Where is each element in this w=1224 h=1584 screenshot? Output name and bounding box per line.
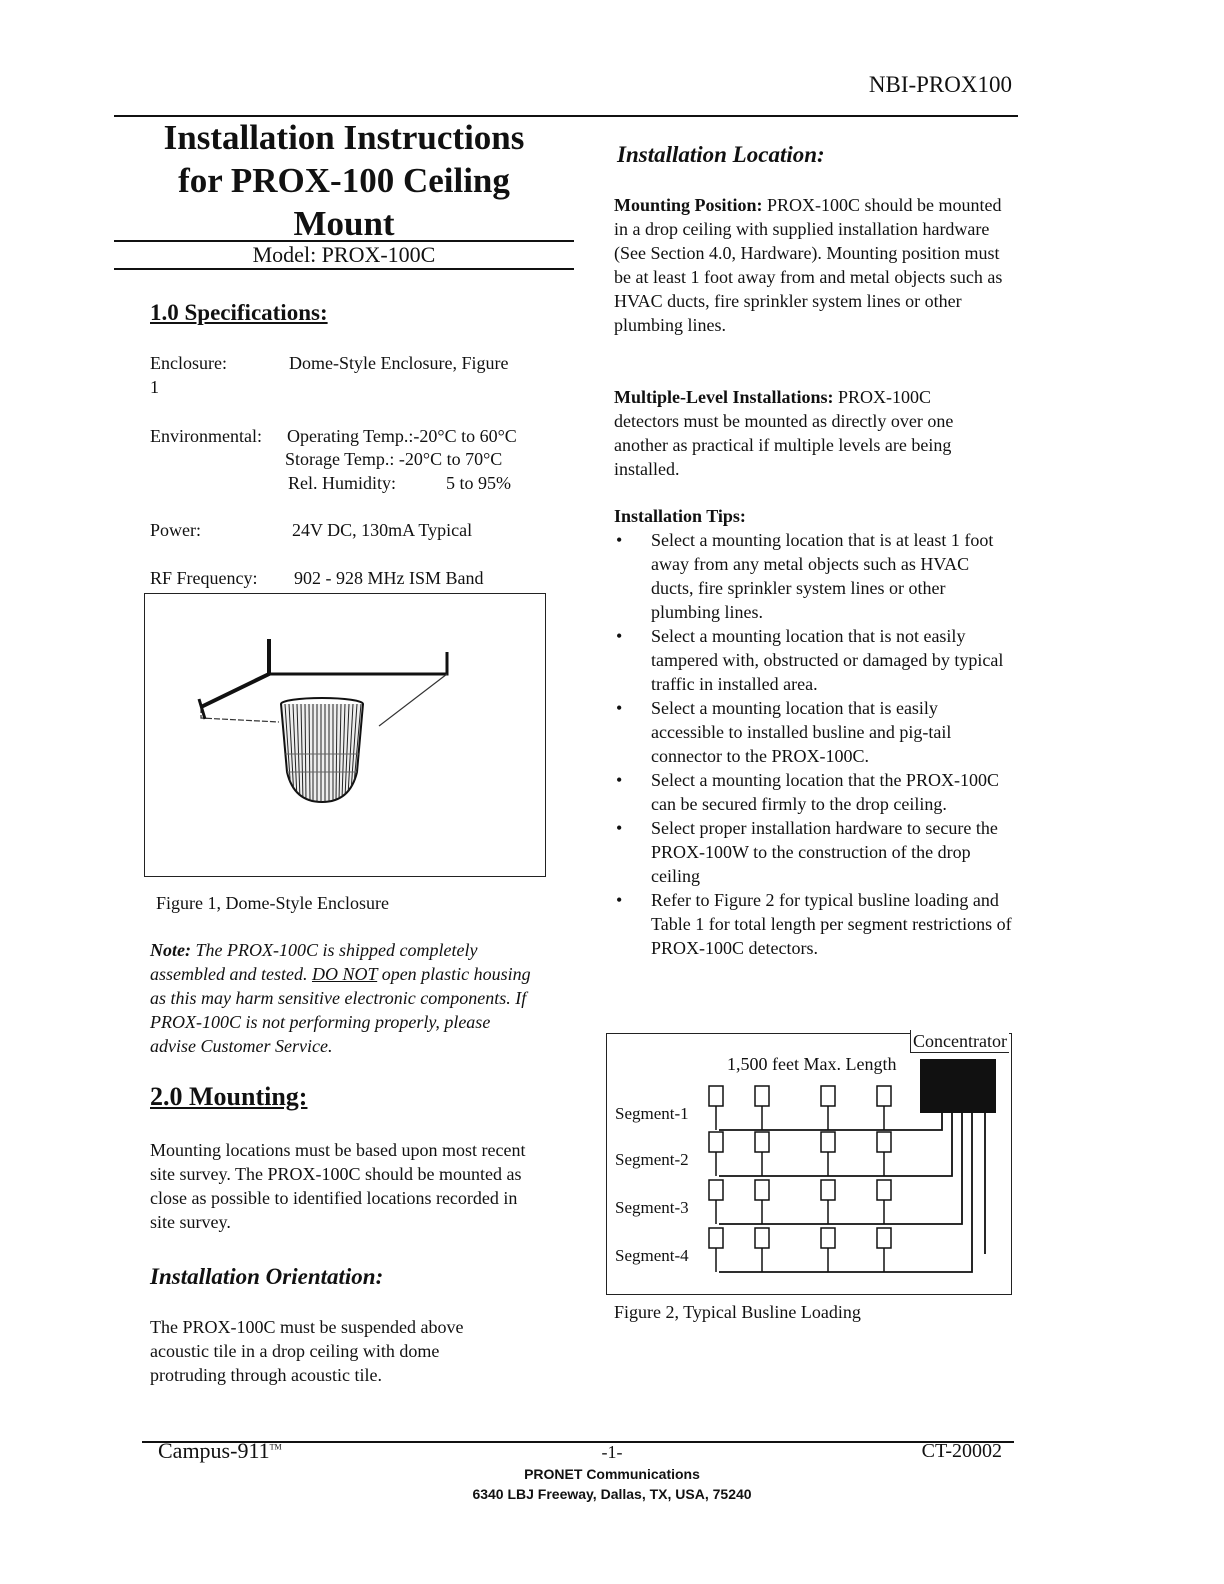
document-id: NBI-PROX100 bbox=[868, 72, 1012, 97]
title-line-1: Installation Instructions bbox=[163, 118, 525, 157]
spec-enclosure-value: Dome-Style Enclosure, Figure bbox=[289, 353, 509, 373]
document-code: CT-20002 bbox=[921, 1440, 1002, 1462]
model-label: Model: PROX-100C bbox=[252, 242, 436, 267]
bullet-icon: • bbox=[616, 818, 623, 838]
list-item: • Select a mounting location that the PROX-100C can be secured firmly to the drop ceiling. bbox=[616, 770, 999, 814]
figure-2-caption: Figure 2, Typical Busline Loading bbox=[614, 1302, 861, 1322]
specifications-heading: 1.0 Specifications: bbox=[150, 300, 328, 325]
multilevel-paragraph bbox=[614, 385, 999, 481]
company-name: PRONET Communications bbox=[524, 1466, 700, 1482]
bullet-icon: • bbox=[616, 890, 623, 910]
note-text-2: open plastic housing as this may harm sensitive electronic components. If PROX-100C is not performing properly, please advise Customer Service. bbox=[150, 964, 531, 1056]
figure-1-frame bbox=[144, 593, 546, 877]
spec-humidity-label: Rel. Humidity: bbox=[288, 473, 396, 493]
tips-heading: Installation Tips: bbox=[614, 506, 746, 526]
note-label: Note: bbox=[150, 940, 191, 960]
spec-power-label: Power: bbox=[150, 520, 201, 540]
list-item: • Select a mounting location that is not easily tampered with, obstructed or damaged by typical traffic in installed area. bbox=[616, 626, 1004, 694]
dome-enclosure-illustration bbox=[145, 594, 545, 876]
brand-logo: Campus-911™ bbox=[158, 1438, 282, 1463]
multilevel-text: PROX-100C detectors must be mounted as directly over one another as practical if multiple levels are being installed. bbox=[614, 387, 954, 479]
location-heading: Installation Location: bbox=[617, 142, 825, 167]
spec-rf-label: RF Frequency: bbox=[150, 568, 258, 588]
orientation-heading: Installation Orientation: bbox=[150, 1264, 384, 1289]
bullet-icon: • bbox=[616, 770, 623, 790]
mounting-position-paragraph bbox=[614, 193, 1014, 337]
orientation-text: The PROX-100C must be suspended above acoustic tile in a drop ceiling with dome protruding through acoustic tile. bbox=[150, 1317, 464, 1385]
title-rule-bottom bbox=[114, 268, 574, 270]
segment-label: Segment-1 bbox=[615, 1104, 689, 1123]
list-item: • Select a mounting location that is at least 1 foot away from any metal objects such as HVAC ducts, fire sprinkler system lines or other plumbing lines. bbox=[616, 530, 994, 622]
title-line-3: Mount bbox=[293, 204, 395, 243]
note-do-not: DO NOT bbox=[311, 964, 378, 984]
segment-label: Segment-4 bbox=[615, 1246, 689, 1265]
spec-enclosure-label: Enclosure: bbox=[150, 353, 227, 373]
spec-operating-temp: Operating Temp.:-20°C to 60°C bbox=[287, 426, 517, 446]
segment-label: Segment-3 bbox=[615, 1198, 689, 1217]
mounting-position-label: Mounting Position: bbox=[614, 195, 763, 215]
company-address: 6340 LBJ Freeway, Dallas, TX, USA, 75240 bbox=[472, 1486, 752, 1502]
tips-list bbox=[614, 528, 1014, 960]
mounting-text: Mounting locations must be based upon most recent site survey. The PROX-100C should be mounted as close as possible to identified locations recorded in site survey. bbox=[150, 1140, 526, 1232]
concentrator-label: Concentrator bbox=[910, 1030, 1009, 1053]
note-paragraph bbox=[150, 938, 540, 1058]
spec-environmental-label: Environmental: bbox=[150, 426, 262, 446]
multilevel-label: Multiple-Level Installations: bbox=[614, 387, 834, 407]
list-item: • Select a mounting location that is easily accessible to installed busline and pig-tail connector to the PROX-100C. bbox=[616, 698, 952, 766]
spec-rf-value: 902 - 928 MHz ISM Band bbox=[294, 568, 484, 588]
title-line-2: for PROX-100 Ceiling bbox=[178, 161, 510, 200]
concentrator-box bbox=[920, 1059, 996, 1113]
note-text-1: The PROX-100C is shipped completely assembled and tested. bbox=[150, 940, 478, 984]
spec-storage-temp: Storage Temp.: -20°C to 70°C bbox=[285, 449, 503, 469]
page-title bbox=[114, 116, 574, 245]
bullet-icon: • bbox=[616, 626, 623, 646]
mounting-heading: 2.0 Mounting: bbox=[150, 1082, 308, 1111]
spec-enclosure-wrap: 1 bbox=[150, 377, 159, 397]
spec-humidity-value: 5 to 95% bbox=[446, 473, 511, 493]
figure-1-caption: Figure 1, Dome-Style Enclosure bbox=[156, 893, 389, 913]
page-number: -1- bbox=[601, 1442, 623, 1462]
mounting-position-text: PROX-100C should be mounted in a drop ceiling with supplied installation hardware (See Section 4.0, Hardware). Mounting position must be at least 1 foot away from and metal objects such as HVAC ducts, fire sprinkler system lines or other plumbing lines. bbox=[614, 195, 1003, 335]
spec-power-value: 24V DC, 130mA Typical bbox=[292, 520, 473, 540]
figure-2-frame bbox=[606, 1033, 1012, 1295]
bullet-icon: • bbox=[616, 530, 623, 550]
list-item: • Refer to Figure 2 for typical busline loading and Table 1 for total length per segment restrictions of PROX-100C detectors. bbox=[616, 890, 1012, 958]
max-length-label: 1,500 feet Max. Length bbox=[727, 1054, 897, 1074]
segment-label: Segment-2 bbox=[615, 1150, 689, 1169]
bullet-icon: • bbox=[616, 698, 623, 718]
list-item: • Select proper installation hardware to secure the PROX-100W to the construction of the drop ceiling bbox=[616, 818, 998, 886]
